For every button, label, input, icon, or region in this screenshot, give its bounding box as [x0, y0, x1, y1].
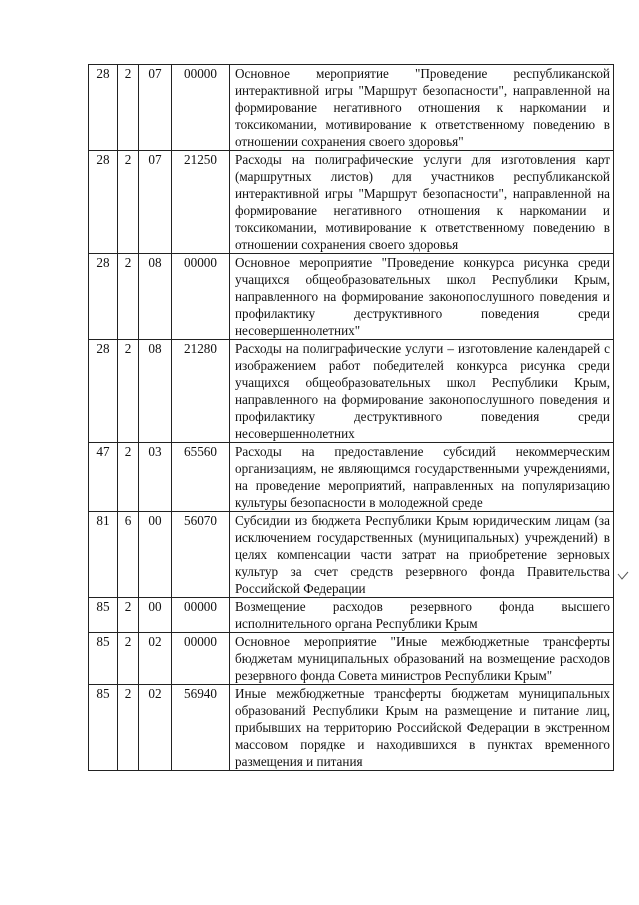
description-cell: Расходы на полиграфические услуги – изготовление календарей с изображением работ победителей конкурса рисунка среди учащихся общеобразовательных школ Республики Крым, направленного на формирование законопослушного поведения и профилактику деструктивного поведения среди несовершеннолетних [230, 340, 614, 443]
activity-code-cell: 00 [139, 512, 172, 598]
program-code-cell: 28 [89, 340, 118, 443]
program-code-cell: 81 [89, 512, 118, 598]
program-code-cell: 85 [89, 685, 118, 771]
table-row [89, 254, 614, 340]
subprogram-code-cell: 2 [118, 340, 139, 443]
description-cell: Возмещение расходов резервного фонда высшего исполнительного органа Республики Крым [230, 598, 614, 633]
subprogram-code-cell: 2 [118, 598, 139, 633]
direction-code-cell: 56940 [172, 685, 230, 771]
subprogram-code-cell: 2 [118, 151, 139, 254]
direction-code-cell: 00000 [172, 65, 230, 151]
subprogram-code-cell: 6 [118, 512, 139, 598]
subprogram-code-cell: 2 [118, 65, 139, 151]
activity-code-cell: 03 [139, 443, 172, 512]
description-cell: Субсидии из бюджета Республики Крым юридическим лицам (за исключением государственных (муниципальных) учреждений) в целях компенсации части затрат на приобретение зерновых культур за счет средств резервного фонда Правительства Российской Федерации [230, 512, 614, 598]
subprogram-code-cell: 2 [118, 254, 139, 340]
subprogram-code-cell: 2 [118, 685, 139, 771]
activity-code-cell: 00 [139, 598, 172, 633]
check-mark-icon [617, 571, 629, 581]
activity-code-cell: 07 [139, 65, 172, 151]
table-body [89, 65, 614, 771]
table-row [89, 512, 614, 598]
table-row [89, 151, 614, 254]
direction-code-cell: 65560 [172, 443, 230, 512]
table-row [89, 685, 614, 771]
description-cell: Расходы на предоставление субсидий некоммерческим организациям, не являющимся государственными учреждениями, на проведение мероприятий, направленных на популяризацию культуры безопасности в молодежной среде [230, 443, 614, 512]
table-row [89, 443, 614, 512]
description-cell: Основное мероприятие "Проведение конкурса рисунка среди учащихся общеобразовательных школ Республики Крым, направленного на формирование законопослушного поведения и профилактику деструктивного поведения среди несовершеннолетних" [230, 254, 614, 340]
subprogram-code-cell: 2 [118, 443, 139, 512]
program-code-cell: 85 [89, 598, 118, 633]
activity-code-cell: 02 [139, 633, 172, 685]
table-row [89, 340, 614, 443]
direction-code-cell: 21250 [172, 151, 230, 254]
description-cell: Иные межбюджетные трансферты бюджетам муниципальных образований Республики Крым на размещение и питание лиц, прибывших на территорию Российской Федерации в экстренном массовом порядке и находившихся в пунктах временного размещения и питания [230, 685, 614, 771]
direction-code-cell: 00000 [172, 598, 230, 633]
table-row [89, 65, 614, 151]
activity-code-cell: 02 [139, 685, 172, 771]
table-row [89, 598, 614, 633]
program-code-cell: 28 [89, 254, 118, 340]
program-code-cell: 28 [89, 65, 118, 151]
activity-code-cell: 08 [139, 254, 172, 340]
description-cell: Расходы на полиграфические услуги для изготовления карт (маршрутных листов) для участников республиканской интерактивной игры "Маршрут безопасности", направленной на формирование негативного отношения к наркомании и токсикомании, мотивирование к ответственному поведению в отношении сохранения своего здоровья [230, 151, 614, 254]
direction-code-cell: 56070 [172, 512, 230, 598]
program-code-cell: 85 [89, 633, 118, 685]
description-cell: Основное мероприятие "Проведение республиканской интерактивной игры "Маршрут безопасности", направленной на формирование негативного отношения к наркомании и токсикомании, мотивирование к ответственному поведению в отношении сохранения своего здоровья" [230, 65, 614, 151]
budget-classification-table [88, 64, 614, 771]
table-row [89, 633, 614, 685]
program-code-cell: 47 [89, 443, 118, 512]
activity-code-cell: 07 [139, 151, 172, 254]
activity-code-cell: 08 [139, 340, 172, 443]
direction-code-cell: 00000 [172, 633, 230, 685]
description-cell: Основное мероприятие "Иные межбюджетные трансферты бюджетам муниципальных образований на возмещение расходов резервного фонда Совета министров Республики Крым" [230, 633, 614, 685]
program-code-cell: 28 [89, 151, 118, 254]
direction-code-cell: 21280 [172, 340, 230, 443]
direction-code-cell: 00000 [172, 254, 230, 340]
subprogram-code-cell: 2 [118, 633, 139, 685]
